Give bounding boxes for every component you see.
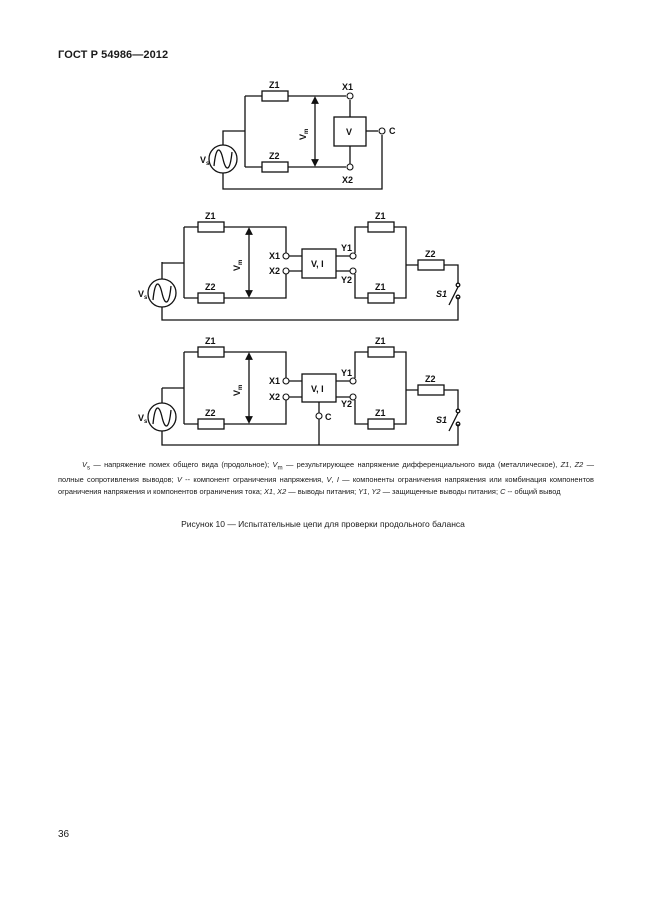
label-x1: X1: [342, 82, 354, 92]
resistor-z1: [262, 91, 288, 101]
svg-text:Vs: $V_s$: [138, 413, 148, 425]
svg-text:Vs: $V_s$: [138, 289, 148, 301]
figure-caption: Рисунок 10 — Испытательные цепи для проверки продольного баланса: [181, 519, 465, 529]
label-z1: Z1: [269, 80, 280, 90]
terminal-x2: [347, 164, 353, 170]
diagram-3: [138, 336, 460, 445]
resistor-z2-right: [418, 260, 444, 270]
diagram-2: [138, 211, 460, 320]
label-z2: Z2: [269, 151, 280, 161]
figure-legend: $V_s$ — напряжение помех общего вида (продольное); $V_m$ — результирующее напряжение дифференциального вида (металлическое), Z1, Z2 — полные сопротивления выводов; V -- компонент ограничения напряжения, V, I — компоненты ограничения напряжения или комбинация компонентов ограничения напряжения и компонентов ограничения тока; X1, X2 — выводы питания; Y1, Y2 — защищенные выводы питания; C -- общий вывод: [58, 460, 595, 497]
label-c: C: [389, 126, 396, 136]
label-x2: X2: [342, 175, 354, 185]
resistor-z1-right-top: [368, 222, 394, 232]
svg-text:Y2: Y2: [341, 275, 353, 285]
svg-text:X1: X1: [269, 376, 281, 386]
resistor-z2: [262, 162, 288, 172]
svg-text:Z1: Z1: [375, 336, 386, 346]
svg-text:Vm: $V_m$: [232, 384, 244, 396]
svg-text:Z2: Z2: [205, 408, 216, 418]
diagram-1: [200, 80, 396, 189]
svg-text:Z1: Z1: [205, 211, 216, 221]
svg-text:Z1: Z1: [375, 211, 386, 221]
svg-text:Y1: Y1: [341, 368, 353, 378]
svg-text:C: C: [325, 412, 332, 422]
svg-text:Z1: Z1: [375, 282, 386, 292]
svg-text:Z2: Z2: [425, 374, 436, 384]
label-v: V: [346, 127, 353, 137]
resistor-z1-right-bottom: [368, 293, 394, 303]
terminal-c: [379, 128, 385, 134]
svg-text:S1: S1: [436, 415, 448, 425]
svg-text:S1: S1: [436, 289, 448, 299]
svg-text:X2: X2: [269, 392, 281, 402]
page-header: ГОСТ Р 54986—2012: [58, 49, 169, 61]
svg-text:Vs: $V_s$: [200, 155, 210, 167]
resistor-z1-left: [198, 222, 224, 232]
svg-text:Z1: Z1: [375, 408, 386, 418]
svg-text:Y1: Y1: [341, 243, 353, 253]
svg-text:V, I: V, I: [311, 384, 324, 394]
svg-text:Z2: Z2: [425, 249, 436, 259]
page-number: 36: [58, 829, 70, 840]
circuit-diagrams: [0, 0, 646, 455]
svg-text:Vm: $V_m$: [298, 128, 310, 140]
svg-text:X2: X2: [269, 266, 281, 276]
svg-text:Z2: Z2: [205, 282, 216, 292]
resistor-z2-left: [198, 293, 224, 303]
svg-text:Vm: $V_m$: [232, 259, 244, 271]
svg-text:Z1: Z1: [205, 336, 216, 346]
svg-text:V, I: V, I: [311, 259, 324, 269]
svg-text:X1: X1: [269, 251, 281, 261]
svg-text:Y2: Y2: [341, 399, 353, 409]
terminal-x1: [347, 93, 353, 99]
